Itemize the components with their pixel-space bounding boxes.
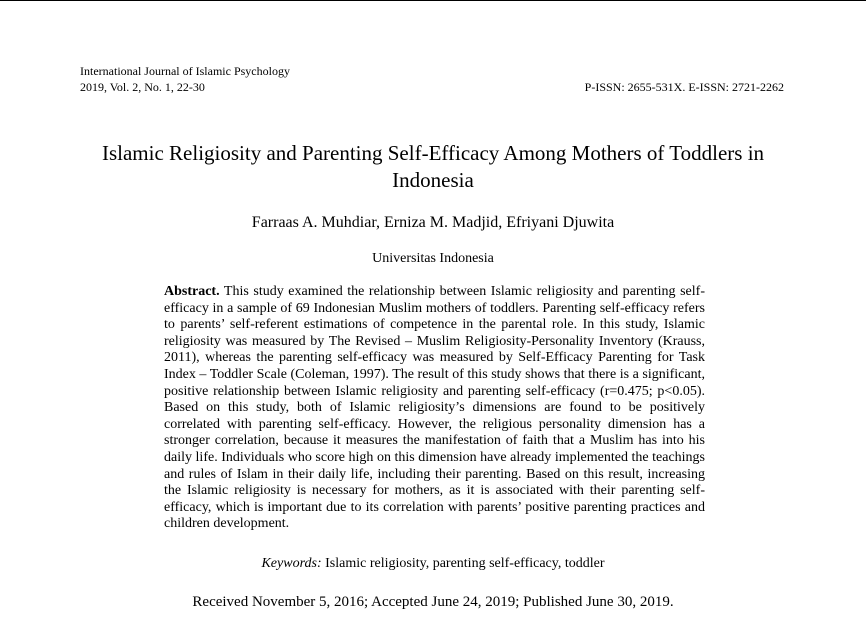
issn-info: P-ISSN: 2655-531X. E-ISSN: 2721-2262 xyxy=(584,80,784,94)
journal-issue: 2019, Vol. 2, No. 1, 22-30 xyxy=(80,80,205,94)
journal-info xyxy=(80,63,290,95)
journal-name: International Journal of Islamic Psychology xyxy=(80,64,290,78)
affiliation: Universitas Indonesia xyxy=(372,251,494,266)
publication-dates: Received November 5, 2016; Accepted June 24, 2019; Published June 30, 2019. xyxy=(192,594,674,610)
abstract xyxy=(164,284,705,533)
top-border-line xyxy=(0,0,866,1)
abstract-label: Abstract. xyxy=(164,284,220,299)
paper-title: Islamic Religiosity and Parenting Self-Efficacy Among Mothers of Toddlers in Indonesia xyxy=(101,141,765,192)
keywords-label: Keywords: xyxy=(261,556,322,571)
abstract-text: This study examined the relationship between Islamic religiosity and parenting self-efficacy in a sample of 69 Indonesian Muslim mothers of toddlers. Parenting self-efficacy refers to parents’ self-referent estimations of competence in the parental role. In this study, Islamic religiosity was measured by The Revised – Muslim Religiosity-Personality Inventory (Krauss, 2011), whereas the parenting self-efficacy was measured by Self-Efficacy Parenting for Task Index – Toddler Scale (Coleman, 1997). The result of this study shows that there is a significant, positive relationship between Islamic religiosity and parenting self-efficacy (r=0.475; p<0.05). Based on this study, both of Islamic religiosity’s dimensions are found to be positively correlated with parenting self-efficacy. However, the religious personality dimension has a stronger correlation, because it measures the manifestation of faith that a Muslim has into his daily life. Individuals who score high on this dimension have already implemented the teachings and rules of Islam in their daily life, including their parenting. Based on this result, increasing the Islamic religiosity is necessary for mothers, as it is associated with their parenting self-efficacy, which is important due to its correlation with parents’ positive parenting practices and children development. xyxy=(164,284,705,532)
author-list: Farraas A. Muhdiar, Erniza M. Madjid, Efriyani Djuwita xyxy=(251,214,615,231)
keywords xyxy=(100,555,766,573)
keywords-text: Islamic religiosity, parenting self-efficacy, toddler xyxy=(325,556,605,571)
